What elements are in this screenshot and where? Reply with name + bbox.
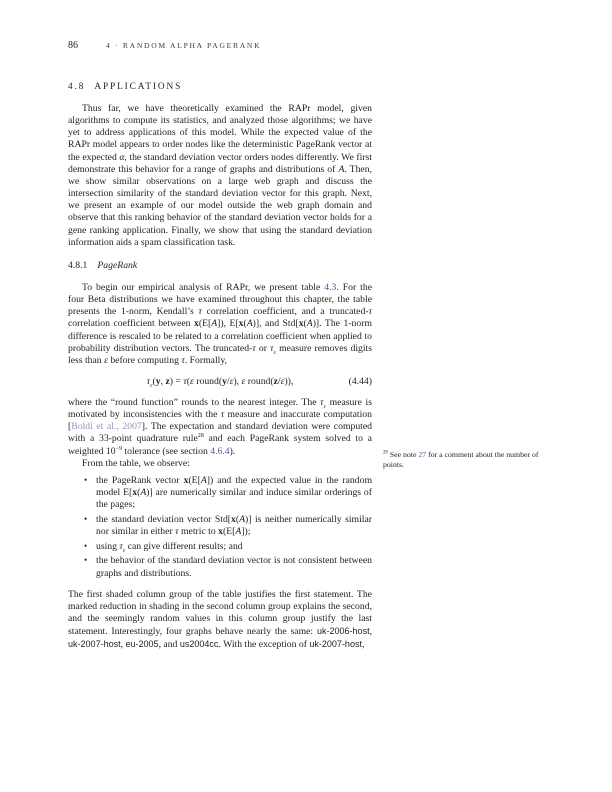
- text-segment: ,: [361, 639, 365, 651]
- text-segment: , the standard deviation vector orders nodes differently. We first demonstrate this behavior for a range of graphs and distributions of: [68, 151, 372, 175]
- text-segment: uk-2007-host: [309, 639, 362, 650]
- citation-link[interactable]: Boldi et al., 2007: [71, 421, 142, 433]
- text-segment: τ: [183, 375, 187, 387]
- text-segment: z: [273, 375, 278, 387]
- text-segment: ).: [229, 445, 236, 457]
- text-segment: where the “round function” rounds to the nearest integer. The: [68, 396, 321, 408]
- text-segment: (: [137, 487, 141, 499]
- text-segment: (: [243, 318, 247, 330]
- text-segment: x: [218, 526, 223, 538]
- text-segment: using: [96, 540, 120, 552]
- bullet-marker: •: [84, 540, 88, 551]
- text-segment: ]. The expectation and standard deviation were computed with a 33-point quadrature rule: [68, 421, 373, 445]
- text-segment: /: [277, 375, 281, 387]
- text-segment: τ: [181, 354, 185, 366]
- text-segment: and each PageRank system solved to a weighted 10: [68, 433, 372, 457]
- text-segment: See note: [387, 450, 419, 459]
- bullet-marker: •: [84, 513, 88, 524]
- text-segment: before computing: [107, 354, 182, 366]
- paragraph-table-intro: [68, 282, 372, 367]
- bullet-text: [96, 475, 372, 510]
- text-segment: correlation coefficient between: [68, 318, 194, 330]
- subsection-number: 4.8.1: [68, 259, 88, 271]
- text-segment: (: [303, 318, 307, 330]
- bullet-item: [68, 475, 372, 511]
- text-segment: τ: [146, 375, 151, 387]
- text-segment: can give different results; and: [125, 540, 243, 552]
- text-segment: ε: [122, 547, 126, 554]
- text-segment: the standard deviation vector Std[: [96, 513, 232, 525]
- text-segment: A: [235, 526, 242, 538]
- text-segment: ]);: [241, 526, 251, 538]
- text-segment: x: [183, 474, 189, 486]
- subsection-title: PageRank: [97, 259, 138, 271]
- text-segment: y: [155, 375, 161, 387]
- bullet-text: [96, 555, 372, 578]
- bullet-text: [96, 514, 372, 537]
- text-segment: A: [211, 318, 218, 330]
- text-segment: To begin our empirical analysis of RAPr, we present table: [82, 281, 325, 293]
- text-segment: )]. The 1-norm difference is rescaled to be related to a correlation coefficient when applied to probability distribution vectors. The truncated-: [68, 318, 372, 354]
- text-segment: τ: [368, 306, 372, 318]
- sidenote: [383, 450, 543, 470]
- text-segment: (E[: [188, 474, 201, 486]
- text-segment: 28: [197, 433, 204, 440]
- text-segment: measure and inaccurate computation [: [68, 409, 372, 433]
- text-segment: τ: [252, 342, 256, 354]
- cross-reference-link[interactable]: 4.3: [324, 281, 337, 293]
- bullet-marker: •: [84, 474, 88, 485]
- section-number: 4.8: [68, 82, 86, 92]
- cross-reference-link[interactable]: 4.6.4: [210, 445, 230, 457]
- text-segment: A: [306, 318, 313, 330]
- text-segment: . For the four Beta distributions we have examined throughout this chapter, the table presents the 1-norm, Kendall’s: [68, 281, 372, 318]
- text-segment: τ: [320, 396, 324, 408]
- equation-body: [147, 376, 294, 387]
- text-segment: measure removes digits less than: [68, 342, 373, 366]
- text-segment: τ: [175, 526, 179, 538]
- bullet-marker: •: [84, 555, 88, 566]
- text-segment: A: [338, 163, 345, 175]
- text-segment: A: [239, 513, 246, 525]
- text-segment: ε: [229, 375, 234, 387]
- paragraph-conclusion: [68, 589, 372, 652]
- text-segment: round(: [193, 375, 223, 387]
- text-segment: τ: [220, 409, 225, 421]
- text-segment: (E[: [198, 318, 212, 330]
- cross-reference-link[interactable]: 27: [418, 450, 427, 459]
- text-segment: eu-2005: [125, 639, 159, 650]
- text-segment: ,: [160, 375, 166, 387]
- text-segment: metric to: [178, 526, 219, 538]
- text-segment: )] is neither numerically similar nor similar in either: [96, 513, 373, 538]
- running-header: 4 · RANDOM ALPHA PAGERANK: [106, 41, 262, 50]
- text-segment: ]) and the expected value in the random model E[: [96, 474, 372, 499]
- text-segment: ε: [241, 375, 246, 387]
- text-segment: . With the exception of: [218, 639, 310, 651]
- text-segment: x: [132, 487, 138, 499]
- text-segment: A: [140, 487, 147, 499]
- section-heading: [68, 82, 372, 92]
- text-segment: the behavior of the standard deviation vector is not consistent between graphs and distributions.: [96, 555, 372, 579]
- text-segment: τ: [270, 342, 274, 354]
- subsection-heading: [68, 260, 372, 271]
- text-segment: us2004cc: [179, 639, 219, 650]
- bullet-item: [68, 555, 372, 579]
- text-segment: (: [152, 375, 156, 387]
- text-segment: correlation coefficient, and a truncated-: [201, 306, 369, 318]
- text-segment: ε: [280, 375, 285, 387]
- text-segment: ε: [273, 349, 276, 356]
- text-segment: ) =: [169, 375, 184, 387]
- text-segment: (: [235, 513, 240, 525]
- text-segment: A: [246, 318, 253, 330]
- text-segment: A: [200, 474, 207, 486]
- text-segment: (: [186, 375, 190, 387]
- text-segment: tolerance (see section: [122, 445, 211, 457]
- text-segment: uk-2006-host: [316, 626, 370, 637]
- text-segment: )] are numerically similar and induce similar orderings of the pages;: [96, 487, 373, 511]
- text-segment: 28: [383, 450, 388, 456]
- paragraph-round-function: [68, 397, 372, 458]
- text-segment: ε: [150, 382, 153, 389]
- bullet-item: [68, 541, 372, 553]
- text-segment: x: [238, 318, 244, 330]
- bullet-list: [68, 475, 372, 580]
- text-segment: τ: [119, 540, 123, 552]
- text-segment: The first shaded column group of the table justifies the first statement. The marked reduction in shading in the second column group explains the second, and the seemingly random values in this column group justify the last statement. Interestingly, four graphs behave nearly the same:: [68, 588, 372, 638]
- bullet-text: [96, 541, 243, 552]
- text-segment: z: [165, 375, 170, 387]
- text-segment: for a comment about the number of points.: [383, 450, 539, 469]
- paragraph-intro: [68, 103, 372, 249]
- text-segment: x: [231, 513, 236, 525]
- text-segment: or: [255, 342, 271, 354]
- text-segment: )),: [284, 375, 294, 387]
- text-segment: From the table, we observe:: [82, 457, 190, 469]
- main-text-column: [68, 50, 372, 651]
- text-segment: α: [119, 151, 125, 163]
- text-segment: the PageRank vector: [96, 474, 184, 486]
- text-segment: uk-2007-host: [68, 639, 121, 650]
- text-segment: /: [226, 375, 230, 387]
- text-segment: x: [194, 318, 199, 330]
- text-segment: measure is motivated by inconsistencies with the: [68, 396, 372, 421]
- paragraph-observe-intro: [68, 458, 372, 470]
- text-segment: Thus far, we have theoretically examined the RAPr model, given algorithms to compute its statistics, and analyzed those algorithms; we have yet to address applications of this model. While the expected value of the RAPr model appears to order nodes like the deterministic PageRank vector at the expected: [68, 103, 372, 163]
- text-segment: )], and Std[: [252, 318, 299, 330]
- text-segment: ]), E[: [217, 318, 239, 330]
- text-segment: ε: [190, 375, 194, 387]
- equation: [68, 376, 372, 388]
- equation-number: (4.44): [348, 375, 372, 387]
- text-segment: . Formally,: [184, 354, 227, 366]
- text-segment: round(: [245, 375, 274, 387]
- text-segment: (E[: [222, 526, 236, 538]
- text-segment: ),: [233, 375, 242, 387]
- text-segment: . Then, we show similar observations on a large web graph and discuss the intersection similarity of the standard deviation vector for this graph. Next, we present an example of our model outside the web graph domain and observe that this ranking behavior of the standard deviation vector holds for a gene ranking application. Finally, we show that using the standard deviation information aids a spam classification task.: [68, 163, 372, 248]
- bullet-item: [68, 514, 372, 538]
- text-segment: ε: [104, 354, 108, 366]
- text-segment: τ: [198, 306, 202, 318]
- text-segment: ,: [120, 639, 126, 651]
- section-title: APPLICATIONS: [94, 82, 183, 92]
- text-segment: ε: [323, 403, 326, 410]
- page-number: 86: [68, 40, 78, 51]
- text-segment: , and: [158, 639, 180, 651]
- text-segment: ,: [369, 626, 372, 638]
- text-segment: x: [298, 318, 304, 330]
- text-segment: −9: [115, 445, 123, 452]
- text-segment: y: [222, 375, 227, 387]
